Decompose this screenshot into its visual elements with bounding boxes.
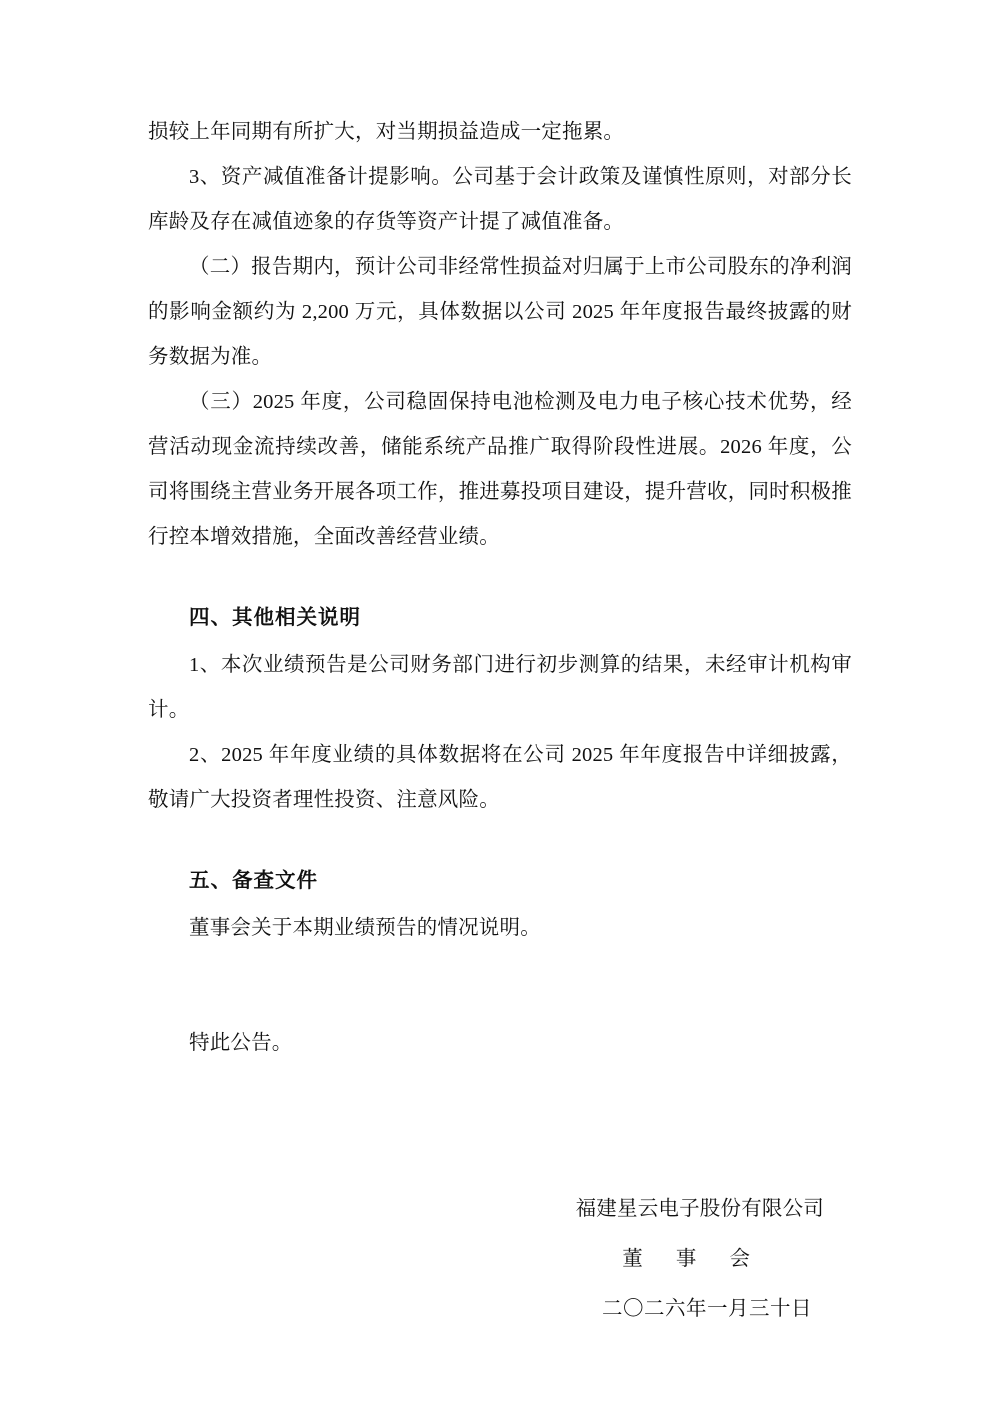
paragraph-section-two: （二）报告期内，预计公司非经常性损益对归属于上市公司股东的净利润的影响金额约为 2,200 万元，具体数据以公司 2025 年年度报告最终披露的财务数据为准。 [148,256,852,368]
paragraph-section-three: （三）2025 年度，公司稳固保持电池检测及电力电子核心技术优势，经营活动现金流持续改善，储能系统产品推广取得阶段性进展。2026 年度，公司将围绕主营业务开展各项工作，推进募投项目建设，提升营收，同时积极推行控本增效措施，全面改善经营业绩。 [148,391,852,548]
paragraph-carryover: 损较上年同期有所扩大，对当期损益造成一定拖累。 [148,121,625,143]
closing-statement: 特此公告。 [189,1032,293,1054]
section-four-item-1: 1、本次业绩预告是公司财务部门进行初步测算的结果，未经审计机构审计。 [148,654,852,721]
spacer [148,951,852,1021]
signature-company: 福建星云电子股份有限公司 [575,1198,824,1220]
signature-block [148,1184,852,1334]
signature-board: 董 事 会 [622,1248,764,1270]
signature-date: 二〇二六年一月三十日 [602,1298,812,1320]
document-body [148,110,852,1334]
spacer [148,560,852,570]
heading-section-four: 四、其他相关说明 [189,607,361,629]
section-five-item-1: 董事会关于本期业绩预告的情况说明。 [189,917,541,939]
spacer [148,823,852,833]
paragraph-item-3: 3、资产减值准备计提影响。公司基于会计政策及谨慎性原则，对部分长库龄及存在减值迹象的存货等资产计提了减值准备。 [148,166,852,233]
section-four-item-2: 2、2025 年年度业绩的具体数据将在公司 2025 年年度报告中详细披露，敬请广大投资者理性投资、注意风险。 [148,744,852,811]
heading-section-five: 五、备查文件 [189,870,318,892]
